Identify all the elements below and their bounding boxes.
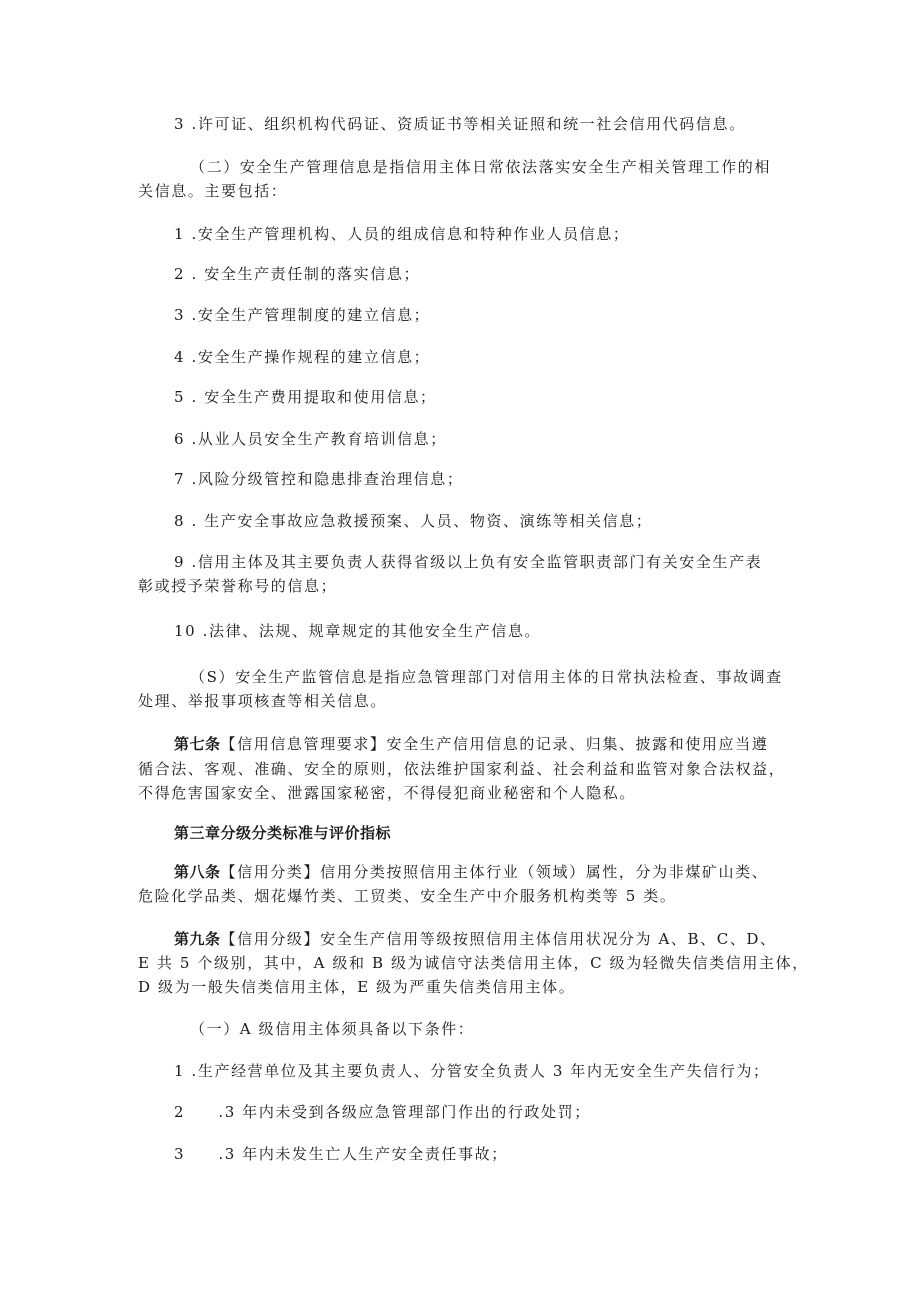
paragraph-line: 危险化学品类、烟花爆竹类、工贸类、安全生产中介服务机构类等 5 类。: [138, 887, 677, 905]
article-9: [174, 928, 824, 950]
article-text: 【信用分级】安全生产信用等级按照信用主体信用状况分为 A、B、C、D、: [220, 930, 777, 948]
list-item: 3 .安全生产管理制度的建立信息；: [174, 306, 431, 324]
list-item: 3 .3 年内未发生亡人生产安全责任事故；: [174, 1145, 508, 1163]
list-item: 10 .法律、法规、规章规定的其他安全生产信息。: [174, 622, 542, 640]
paragraph-line: D 级为一般失信类信用主体，E 级为严重失信类信用主体。: [138, 978, 576, 996]
list-item: 2 .3 年内未受到各级应急管理部门作出的行政处罚；: [174, 1103, 591, 1121]
list-item-continued: 彰或授予荣誉称号的信息；: [138, 577, 338, 595]
list-item: 6 .从业人员安全生产教育培训信息；: [174, 430, 447, 448]
list-item: 1 .安全生产管理机构、人员的组成信息和特种作业人员信息；: [174, 225, 630, 243]
paragraph-line: 关信息。主要包括：: [138, 182, 288, 200]
list-item: 3 .许可证、组织机构代码证、资质证书等相关证照和统一社会信用代码信息。: [174, 115, 746, 133]
article-8: [174, 861, 824, 883]
article-heading: 第八条: [174, 863, 221, 881]
list-item: 4 .安全生产操作规程的建立信息；: [174, 348, 431, 366]
article-text: 【信用信息管理要求】安全生产信用信息的记录、归集、披露和使用应当遵: [220, 735, 769, 753]
paragraph-line: 循合法、客观、准确、安全的原则，依法维护国家利益、社会利益和监管对象合法权益，: [138, 760, 786, 778]
chapter-heading: 第三章分级分类标准与评价指标: [174, 824, 392, 842]
paragraph-line: 处理、举报事项核查等相关信息。: [138, 692, 388, 710]
paragraph-line: （S）安全生产监管信息是指应急管理部门对信用主体的日常执法检查、事故调查: [190, 668, 783, 686]
list-item: 5 . 安全生产费用提取和使用信息；: [174, 388, 437, 406]
paragraph-line: E 共 5 个级别，其中，A 级和 B 级为诚信守法类信用主体，C 级为轻微失信类信用主体，: [138, 954, 809, 972]
article-heading: 第七条: [174, 735, 221, 753]
paragraph-line: （二）安全生产管理信息是指信用主体日常依法落实安全生产相关管理工作的相: [190, 158, 772, 176]
list-item: 2 . 安全生产责任制的落实信息；: [174, 265, 421, 283]
list-item: 8 . 生产安全事故应急救援预案、人员、物资、演练等相关信息；: [174, 512, 653, 530]
article-text: 【信用分类】信用分类按照信用主体行业（领域）属性，分为非煤矿山类、: [220, 863, 769, 881]
article-heading: 第九条: [174, 930, 221, 948]
list-item: 9 .信用主体及其主要负责人获得省级以上负有安全监管职责部门有关安全生产表: [174, 553, 763, 571]
sub-heading: （一）A 级信用主体须具备以下条件：: [190, 1020, 475, 1038]
list-item: 1 .生产经营单位及其主要负责人、分管安全负责人 3 年内无安全生产失信行为；: [174, 1062, 770, 1080]
list-item: 7 .风险分级管控和隐患排查治理信息；: [174, 470, 464, 488]
article-7: [174, 733, 824, 755]
paragraph-line: 不得危害国家安全、泄露国家秘密，不得侵犯商业秘密和个人隐私。: [138, 784, 637, 802]
